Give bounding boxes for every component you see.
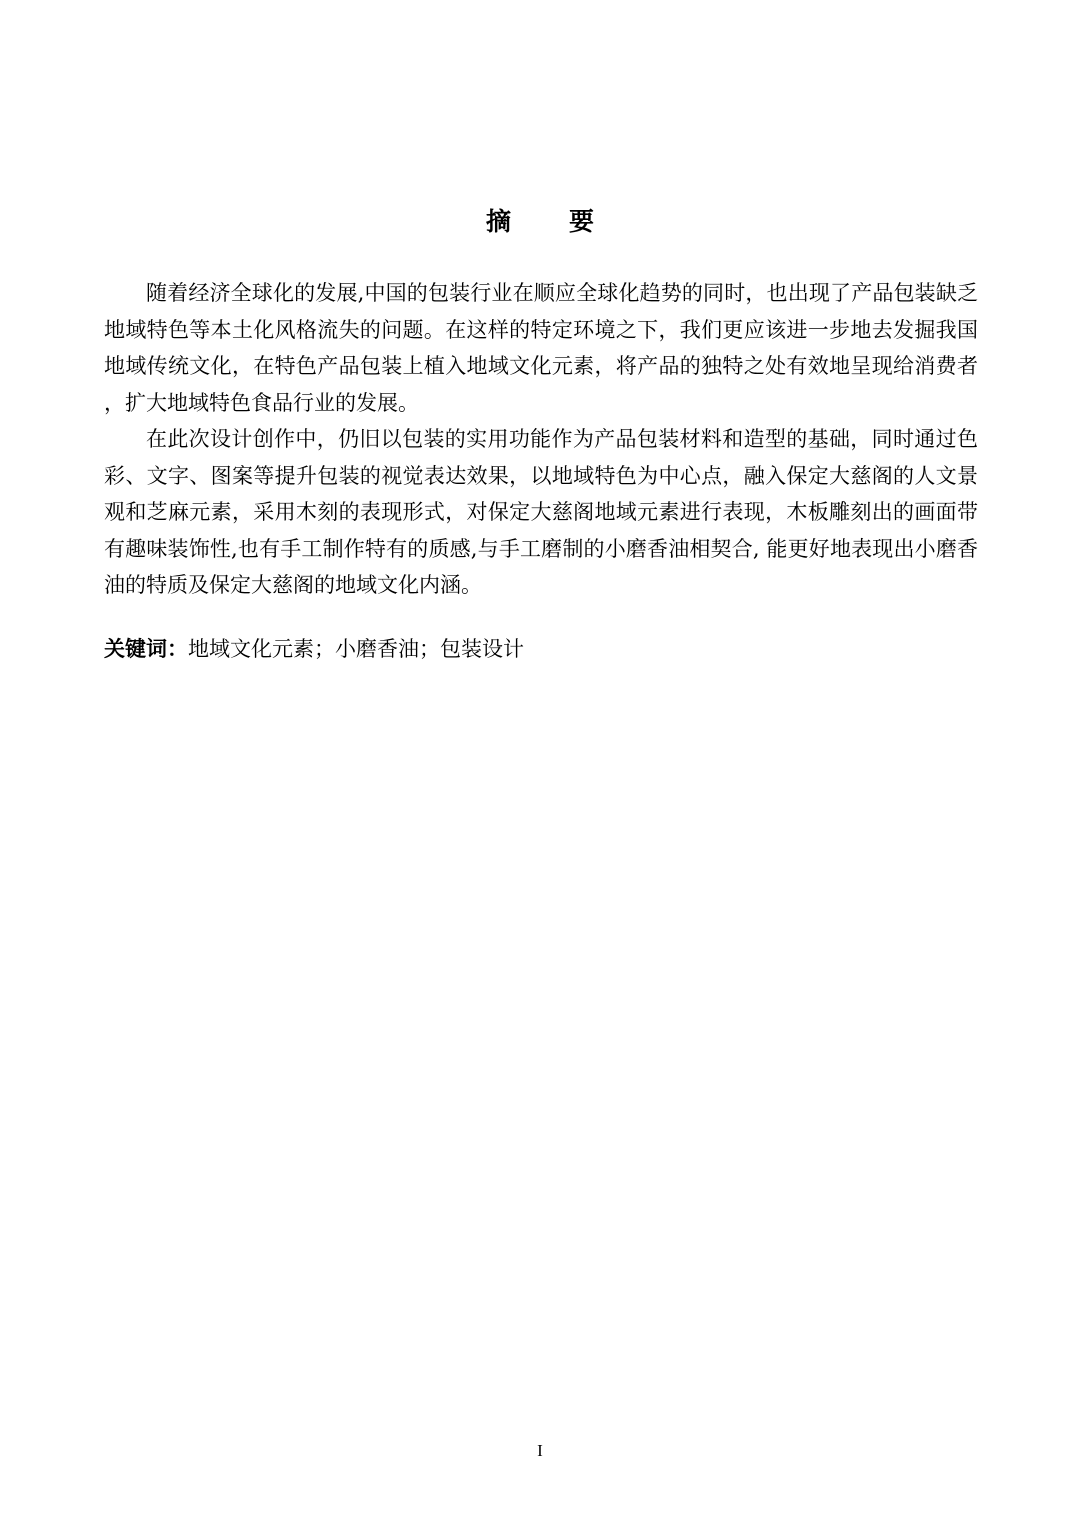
page-title: 摘要 xyxy=(485,207,652,236)
keywords-text: 地域文化元素；小磨香油；包装设计 xyxy=(188,637,524,661)
keywords-label: 关键词： xyxy=(104,637,188,661)
abstract-paragraph-1: 随着经济全球化的发展,中国的包装行业在顺应全球化趋势的同时，也出现了产品包装缺乏地域特色等本土化风格流失的问题。在这样的特定环境之下，我们更应该进一步地去发掘我国地域传统文化，在特色产品包装上植入地域文化元素，将产品的独特之处有效地呈现给消费者 ，扩大地域特色食品行业的发展。 xyxy=(104,281,978,415)
page-number: I xyxy=(537,1441,543,1460)
abstract-paragraph-2: 在此次设计创作中，仍旧以包装的实用功能作为产品包装材料和造型的基础，同时通过色彩、文字、图案等提升包装的视觉表达效果，以地域特色为中心点，融入保定大慈阁的人文景观和芝麻元素，采用木刻的表现形式，对保定大慈阁地域元素进行表现，木板雕刻出的画面带有趣味装饰性,也有手工制作特有的质感,与手工磨制的小磨香油相契合, 能更好地表现出小磨香油的特质及保定大慈阁的地域文化内涵。 xyxy=(104,427,978,597)
abstract-body xyxy=(104,275,978,604)
keywords-line xyxy=(104,631,978,667)
